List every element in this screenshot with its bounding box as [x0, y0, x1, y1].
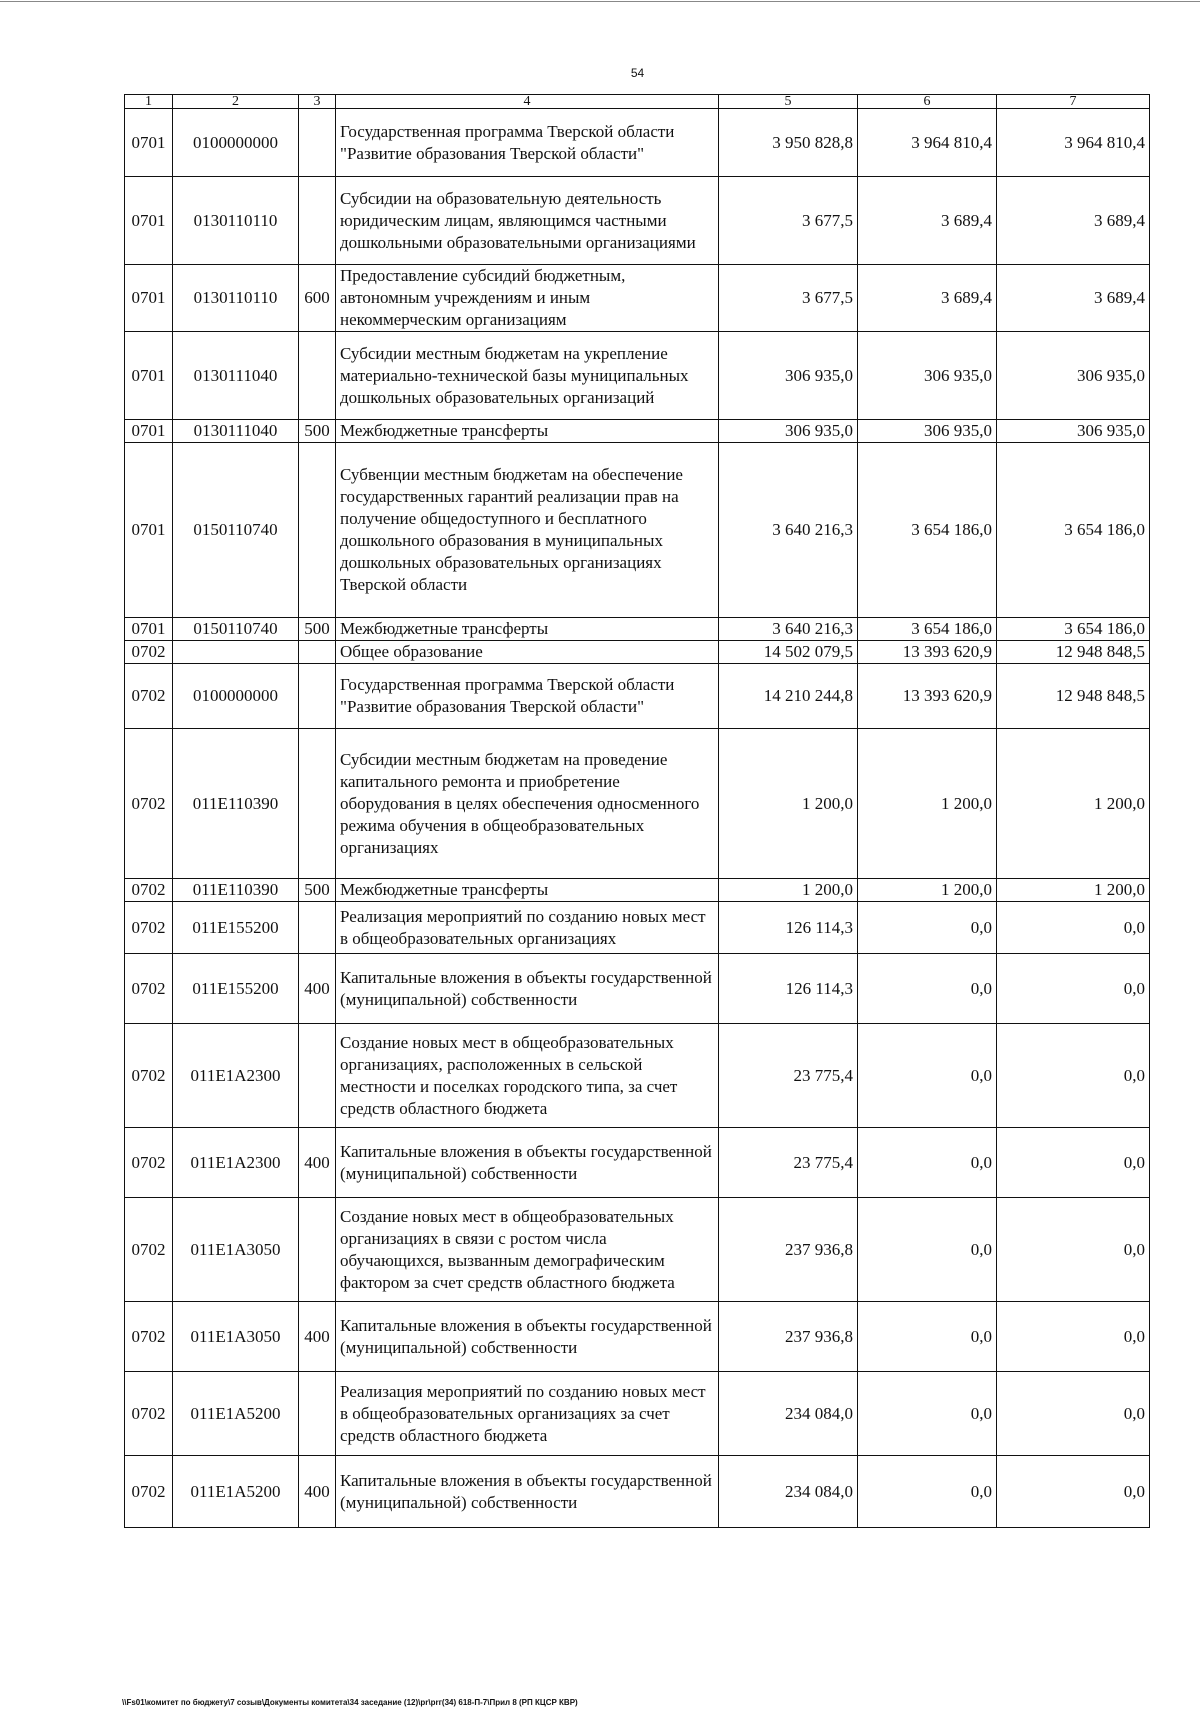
table-row [125, 641, 1150, 664]
table-row [125, 1024, 1150, 1128]
column-number: 6 [858, 95, 997, 109]
section-code-cell: 0702 [125, 902, 173, 954]
expense-type-cell [299, 729, 336, 879]
amount-cell: 1 200,0 [858, 729, 997, 879]
table-row [125, 879, 1150, 902]
amount-cell: 3 640 216,3 [719, 443, 858, 618]
amount-cell: 0,0 [997, 1372, 1150, 1456]
amount-cell: 0,0 [997, 902, 1150, 954]
expense-type-cell [299, 902, 336, 954]
section-code-cell: 0702 [125, 1372, 173, 1456]
section-code-cell: 0701 [125, 618, 173, 641]
amount-cell: 306 935,0 [858, 420, 997, 443]
table-row [125, 1456, 1150, 1528]
section-code-cell: 0701 [125, 109, 173, 177]
amount-cell: 0,0 [858, 1302, 997, 1372]
target-article-cell: 0130110110 [173, 265, 299, 332]
target-article-cell: 011E155200 [173, 954, 299, 1024]
expense-type-cell [299, 443, 336, 618]
item-name-cell: Государственная программа Тверской области "Развитие образования Тверской области" [336, 109, 719, 177]
amount-cell: 0,0 [997, 1128, 1150, 1198]
top-rule [0, 1, 1200, 2]
section-code-cell: 0702 [125, 1456, 173, 1528]
table-row [125, 954, 1150, 1024]
amount-cell: 3 654 186,0 [997, 618, 1150, 641]
column-number: 1 [125, 95, 173, 109]
amount-cell: 0,0 [858, 1024, 997, 1128]
target-article-cell: 011E1A2300 [173, 1128, 299, 1198]
amount-cell: 0,0 [858, 954, 997, 1024]
section-code-cell: 0702 [125, 1024, 173, 1128]
table-row [125, 332, 1150, 420]
target-article-cell: 011E1A5200 [173, 1372, 299, 1456]
expense-type-cell: 400 [299, 1128, 336, 1198]
item-name-cell: Субвенции местным бюджетам на обеспечение государственных гарантий реализации прав на получение общедоступного и бесплатного дошкольного образования в муниципальных дошкольных образовательных организациях Тверской области [336, 443, 719, 618]
target-article-cell: 0100000000 [173, 664, 299, 729]
amount-cell: 0,0 [858, 1128, 997, 1198]
amount-cell: 0,0 [997, 1198, 1150, 1302]
expense-type-cell [299, 177, 336, 265]
table-row [125, 729, 1150, 879]
amount-cell: 3 689,4 [997, 177, 1150, 265]
item-name-cell: Межбюджетные трансферты [336, 879, 719, 902]
amount-cell: 1 200,0 [858, 879, 997, 902]
section-code-cell: 0702 [125, 954, 173, 1024]
amount-cell: 306 935,0 [997, 332, 1150, 420]
amount-cell: 1 200,0 [997, 729, 1150, 879]
section-code-cell: 0702 [125, 729, 173, 879]
amount-cell: 237 936,8 [719, 1302, 858, 1372]
target-article-cell: 011E110390 [173, 879, 299, 902]
amount-cell: 126 114,3 [719, 902, 858, 954]
item-name-cell: Общее образование [336, 641, 719, 664]
amount-cell: 3 640 216,3 [719, 618, 858, 641]
amount-cell: 3 677,5 [719, 177, 858, 265]
expense-type-cell: 500 [299, 420, 336, 443]
amount-cell: 14 502 079,5 [719, 641, 858, 664]
column-number: 2 [173, 95, 299, 109]
amount-cell: 3 964 810,4 [997, 109, 1150, 177]
amount-cell: 3 950 828,8 [719, 109, 858, 177]
target-article-cell: 0130111040 [173, 420, 299, 443]
item-name-cell: Создание новых мест в общеобразовательных организациях, расположенных в сельской местности и поселках городского типа, за счет средств областного бюджета [336, 1024, 719, 1128]
item-name-cell: Межбюджетные трансферты [336, 420, 719, 443]
table-row [125, 177, 1150, 265]
table-row [125, 664, 1150, 729]
expense-type-cell [299, 1372, 336, 1456]
column-number: 4 [336, 95, 719, 109]
amount-cell: 0,0 [997, 954, 1150, 1024]
amount-cell: 306 935,0 [719, 420, 858, 443]
target-article-cell: 011E110390 [173, 729, 299, 879]
amount-cell: 12 948 848,5 [997, 641, 1150, 664]
amount-cell: 3 964 810,4 [858, 109, 997, 177]
table-row [125, 1372, 1150, 1456]
table-row [125, 902, 1150, 954]
section-code-cell: 0702 [125, 641, 173, 664]
column-number: 5 [719, 95, 858, 109]
target-article-cell: 011E1A2300 [173, 1024, 299, 1128]
amount-cell: 126 114,3 [719, 954, 858, 1024]
section-code-cell: 0702 [125, 664, 173, 729]
amount-cell: 234 084,0 [719, 1456, 858, 1528]
target-article-cell: 011E1A3050 [173, 1198, 299, 1302]
amount-cell: 237 936,8 [719, 1198, 858, 1302]
amount-cell: 23 775,4 [719, 1128, 858, 1198]
amount-cell: 3 677,5 [719, 265, 858, 332]
amount-cell: 3 689,4 [997, 265, 1150, 332]
table-row [125, 443, 1150, 618]
section-code-cell: 0701 [125, 420, 173, 443]
table-row [125, 265, 1150, 332]
amount-cell: 0,0 [997, 1302, 1150, 1372]
target-article-cell [173, 641, 299, 664]
target-article-cell: 011E1A3050 [173, 1302, 299, 1372]
expense-type-cell [299, 1198, 336, 1302]
section-code-cell: 0702 [125, 879, 173, 902]
amount-cell: 13 393 620,9 [858, 641, 997, 664]
page-number: 54 [630, 66, 645, 80]
item-name-cell: Государственная программа Тверской области "Развитие образования Тверской области" [336, 664, 719, 729]
amount-cell: 1 200,0 [719, 879, 858, 902]
amount-cell: 234 084,0 [719, 1372, 858, 1456]
table-row [125, 1198, 1150, 1302]
expense-type-cell: 400 [299, 954, 336, 1024]
table-body [125, 95, 1150, 1528]
table-row [125, 1302, 1150, 1372]
item-name-cell: Капитальные вложения в объекты государственной (муниципальной) собственности [336, 954, 719, 1024]
amount-cell: 12 948 848,5 [997, 664, 1150, 729]
section-code-cell: 0702 [125, 1198, 173, 1302]
amount-cell: 0,0 [858, 1198, 997, 1302]
section-code-cell: 0701 [125, 177, 173, 265]
expense-type-cell [299, 641, 336, 664]
item-name-cell: Капитальные вложения в объекты государственной (муниципальной) собственности [336, 1302, 719, 1372]
target-article-cell: 0130110110 [173, 177, 299, 265]
target-article-cell: 0150110740 [173, 443, 299, 618]
expense-type-cell [299, 1024, 336, 1128]
amount-cell: 0,0 [858, 1372, 997, 1456]
amount-cell: 1 200,0 [997, 879, 1150, 902]
column-number: 3 [299, 95, 336, 109]
section-code-cell: 0701 [125, 265, 173, 332]
expense-type-cell: 400 [299, 1302, 336, 1372]
amount-cell: 0,0 [858, 902, 997, 954]
section-code-cell: 0702 [125, 1128, 173, 1198]
expense-type-cell [299, 109, 336, 177]
amount-cell: 3 654 186,0 [997, 443, 1150, 618]
budget-table [124, 94, 1150, 1528]
item-name-cell: Субсидии местным бюджетам на укрепление материально-технической базы муниципальных дошкольных образовательных организаций [336, 332, 719, 420]
table-row [125, 420, 1150, 443]
amount-cell: 306 935,0 [858, 332, 997, 420]
expense-type-cell [299, 664, 336, 729]
target-article-cell: 0130111040 [173, 332, 299, 420]
target-article-cell: 011E155200 [173, 902, 299, 954]
item-name-cell: Создание новых мест в общеобразовательных организациях в связи с ростом числа обучающихся, вызванным демографическим фактором за счет средств областного бюджета [336, 1198, 719, 1302]
amount-cell: 306 935,0 [997, 420, 1150, 443]
amount-cell: 23 775,4 [719, 1024, 858, 1128]
table-row [125, 618, 1150, 641]
target-article-cell: 0100000000 [173, 109, 299, 177]
amount-cell: 1 200,0 [719, 729, 858, 879]
table-row [125, 109, 1150, 177]
item-name-cell: Межбюджетные трансферты [336, 618, 719, 641]
column-number: 7 [997, 95, 1150, 109]
expense-type-cell: 400 [299, 1456, 336, 1528]
item-name-cell: Реализация мероприятий по созданию новых мест в общеобразовательных организациях за счет средств областного бюджета [336, 1372, 719, 1456]
item-name-cell: Реализация мероприятий по созданию новых мест в общеобразовательных организациях [336, 902, 719, 954]
amount-cell: 0,0 [858, 1456, 997, 1528]
section-code-cell: 0701 [125, 332, 173, 420]
item-name-cell: Предоставление субсидий бюджетным, автономным учреждениям и иным некоммерческим организациям [336, 265, 719, 332]
amount-cell: 3 654 186,0 [858, 443, 997, 618]
footer-file-path: \\Fs01\комитет по бюджету\7 созыв\Документы комитета\34 заседание (12)\pr\prг(34) 618-П-7\Прил 8 (РП КЦСР КВР) [122, 1698, 578, 1707]
expense-type-cell: 500 [299, 879, 336, 902]
amount-cell: 0,0 [997, 1456, 1150, 1528]
amount-cell: 3 689,4 [858, 177, 997, 265]
section-code-cell: 0702 [125, 1302, 173, 1372]
target-article-cell: 0150110740 [173, 618, 299, 641]
table-row [125, 1128, 1150, 1198]
amount-cell: 14 210 244,8 [719, 664, 858, 729]
target-article-cell: 011E1A5200 [173, 1456, 299, 1528]
item-name-cell: Субсидии на образовательную деятельность юридическим лицам, являющимся частными дошкольными образовательными организациями [336, 177, 719, 265]
amount-cell: 3 689,4 [858, 265, 997, 332]
amount-cell: 306 935,0 [719, 332, 858, 420]
item-name-cell: Капитальные вложения в объекты государственной (муниципальной) собственности [336, 1128, 719, 1198]
item-name-cell: Субсидии местным бюджетам на проведение капитального ремонта и приобретение оборудования в целях обеспечения односменного режима обучения в общеобразовательных организациях [336, 729, 719, 879]
column-number-row [125, 95, 1150, 109]
amount-cell: 0,0 [997, 1024, 1150, 1128]
expense-type-cell: 500 [299, 618, 336, 641]
amount-cell: 13 393 620,9 [858, 664, 997, 729]
expense-type-cell: 600 [299, 265, 336, 332]
item-name-cell: Капитальные вложения в объекты государственной (муниципальной) собственности [336, 1456, 719, 1528]
amount-cell: 3 654 186,0 [858, 618, 997, 641]
section-code-cell: 0701 [125, 443, 173, 618]
expense-type-cell [299, 332, 336, 420]
